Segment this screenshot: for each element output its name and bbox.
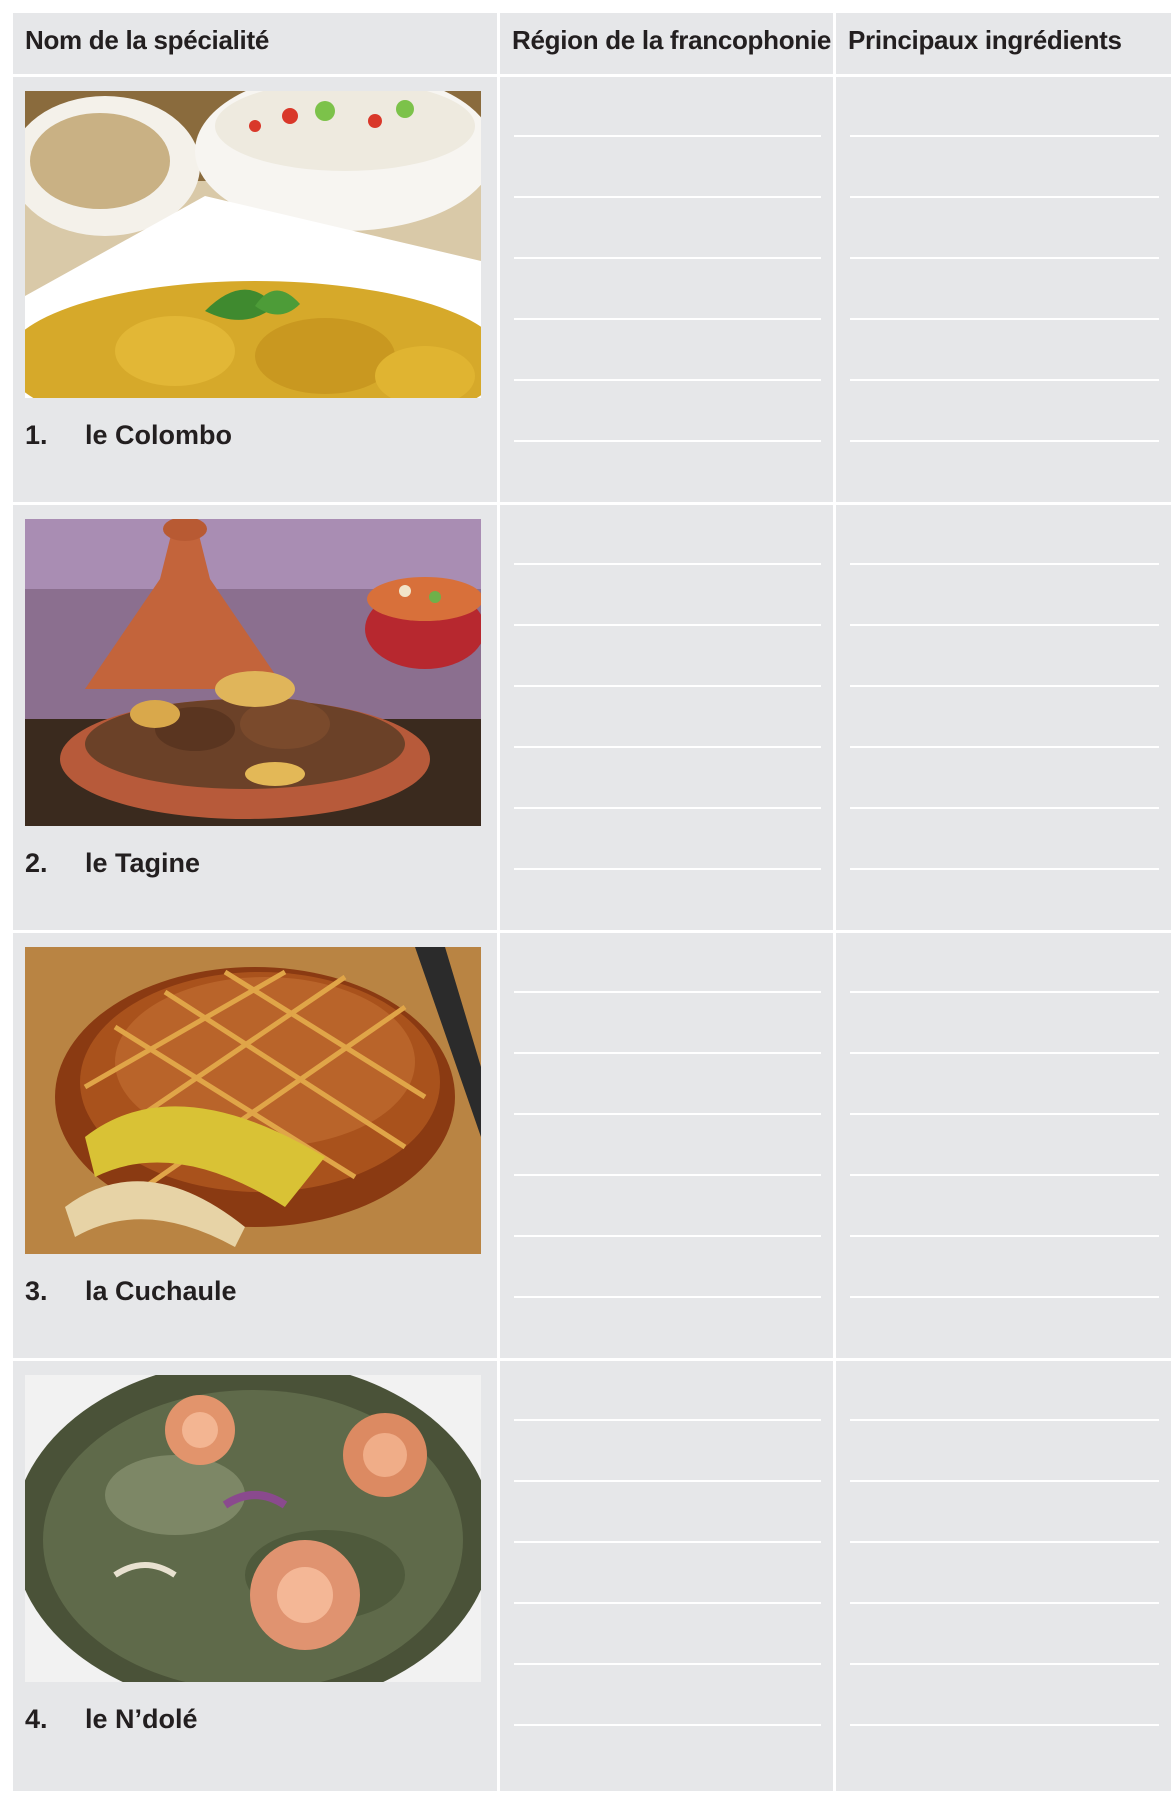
answer-line[interactable] — [850, 383, 1159, 442]
colombo-curry-photo — [25, 91, 481, 398]
answer-line[interactable] — [514, 1484, 821, 1543]
region-answer-cell — [499, 1360, 835, 1793]
region-answer-cell — [499, 76, 835, 504]
answer-line[interactable] — [514, 1606, 821, 1665]
answer-line[interactable] — [514, 1545, 821, 1604]
answer-line[interactable] — [850, 1484, 1159, 1543]
answer-line[interactable] — [514, 1667, 821, 1726]
answer-line[interactable] — [514, 119, 821, 137]
header-main-ingredients: Principaux ingrédients — [835, 12, 1171, 76]
answer-line[interactable] — [514, 1178, 821, 1237]
answer-line[interactable] — [850, 995, 1159, 1054]
answer-line[interactable] — [514, 1117, 821, 1176]
answer-line[interactable] — [514, 139, 821, 198]
answer-line[interactable] — [514, 200, 821, 259]
answer-line[interactable] — [850, 975, 1159, 993]
region-answer-cell — [499, 932, 835, 1360]
answer-line[interactable] — [850, 628, 1159, 687]
dish-name: la Cuchaule — [85, 1276, 237, 1306]
answer-line[interactable] — [850, 1423, 1159, 1482]
dish-cell — [12, 76, 499, 504]
answer-line[interactable] — [514, 383, 821, 442]
answer-line[interactable] — [514, 322, 821, 381]
answer-line[interactable] — [514, 811, 821, 870]
answer-line[interactable] — [514, 975, 821, 993]
header-row — [12, 12, 1171, 76]
dish-cell — [12, 932, 499, 1360]
worksheet-table-container — [10, 10, 1171, 1796]
region-answer-cell — [499, 504, 835, 932]
dish-name: le Colombo — [85, 420, 232, 450]
answer-line[interactable] — [850, 547, 1159, 565]
dish-name: le N’dolé — [85, 1704, 198, 1734]
tagine-photo — [25, 519, 481, 826]
answer-line[interactable] — [514, 1423, 821, 1482]
answer-line[interactable] — [514, 689, 821, 748]
dish-cell — [12, 504, 499, 932]
answer-line[interactable] — [514, 750, 821, 809]
dish-cell — [12, 1360, 499, 1793]
answer-line[interactable] — [850, 261, 1159, 320]
dish-label: 4. le N’dolé — [25, 1704, 198, 1734]
answer-line[interactable] — [514, 261, 821, 320]
ingredients-answer-cell — [835, 504, 1171, 932]
answer-line[interactable] — [850, 1178, 1159, 1237]
answer-line[interactable] — [514, 628, 821, 687]
ingredients-answer-cell — [835, 932, 1171, 1360]
dish-label: 3. la Cuchaule — [25, 1276, 237, 1306]
answer-line[interactable] — [850, 1606, 1159, 1665]
dish-label: 1. le Colombo — [25, 420, 232, 450]
answer-line[interactable] — [850, 139, 1159, 198]
answer-line[interactable] — [514, 995, 821, 1054]
answer-line[interactable] — [850, 1117, 1159, 1176]
table-row — [12, 76, 1171, 504]
answer-line[interactable] — [850, 1545, 1159, 1604]
table-row — [12, 504, 1171, 932]
table-row — [12, 1360, 1171, 1793]
answer-line[interactable] — [514, 1239, 821, 1298]
answer-line[interactable] — [850, 1239, 1159, 1298]
answer-line[interactable] — [850, 811, 1159, 870]
answer-line[interactable] — [850, 1403, 1159, 1421]
answer-line[interactable] — [850, 322, 1159, 381]
answer-line[interactable] — [850, 1056, 1159, 1115]
answer-line[interactable] — [850, 1667, 1159, 1726]
specialties-table — [10, 10, 1171, 1794]
dish-name: le Tagine — [85, 848, 201, 878]
ingredients-answer-cell — [835, 1360, 1171, 1793]
answer-line[interactable] — [850, 200, 1159, 259]
table-row — [12, 932, 1171, 1360]
ndole-shrimp-photo — [25, 1375, 481, 1682]
answer-line[interactable] — [850, 689, 1159, 748]
dish-label: 2. le Tagine — [25, 848, 201, 878]
ingredients-answer-cell — [835, 76, 1171, 504]
answer-line[interactable] — [850, 750, 1159, 809]
answer-line[interactable] — [514, 547, 821, 565]
header-francophone-region: Région de la francophonie — [499, 12, 835, 76]
header-specialty-name: Nom de la spécialité — [12, 12, 499, 76]
answer-line[interactable] — [514, 1403, 821, 1421]
answer-line[interactable] — [850, 119, 1159, 137]
cuchaule-bread-photo — [25, 947, 481, 1254]
answer-line[interactable] — [850, 567, 1159, 626]
answer-line[interactable] — [514, 567, 821, 626]
answer-line[interactable] — [514, 1056, 821, 1115]
